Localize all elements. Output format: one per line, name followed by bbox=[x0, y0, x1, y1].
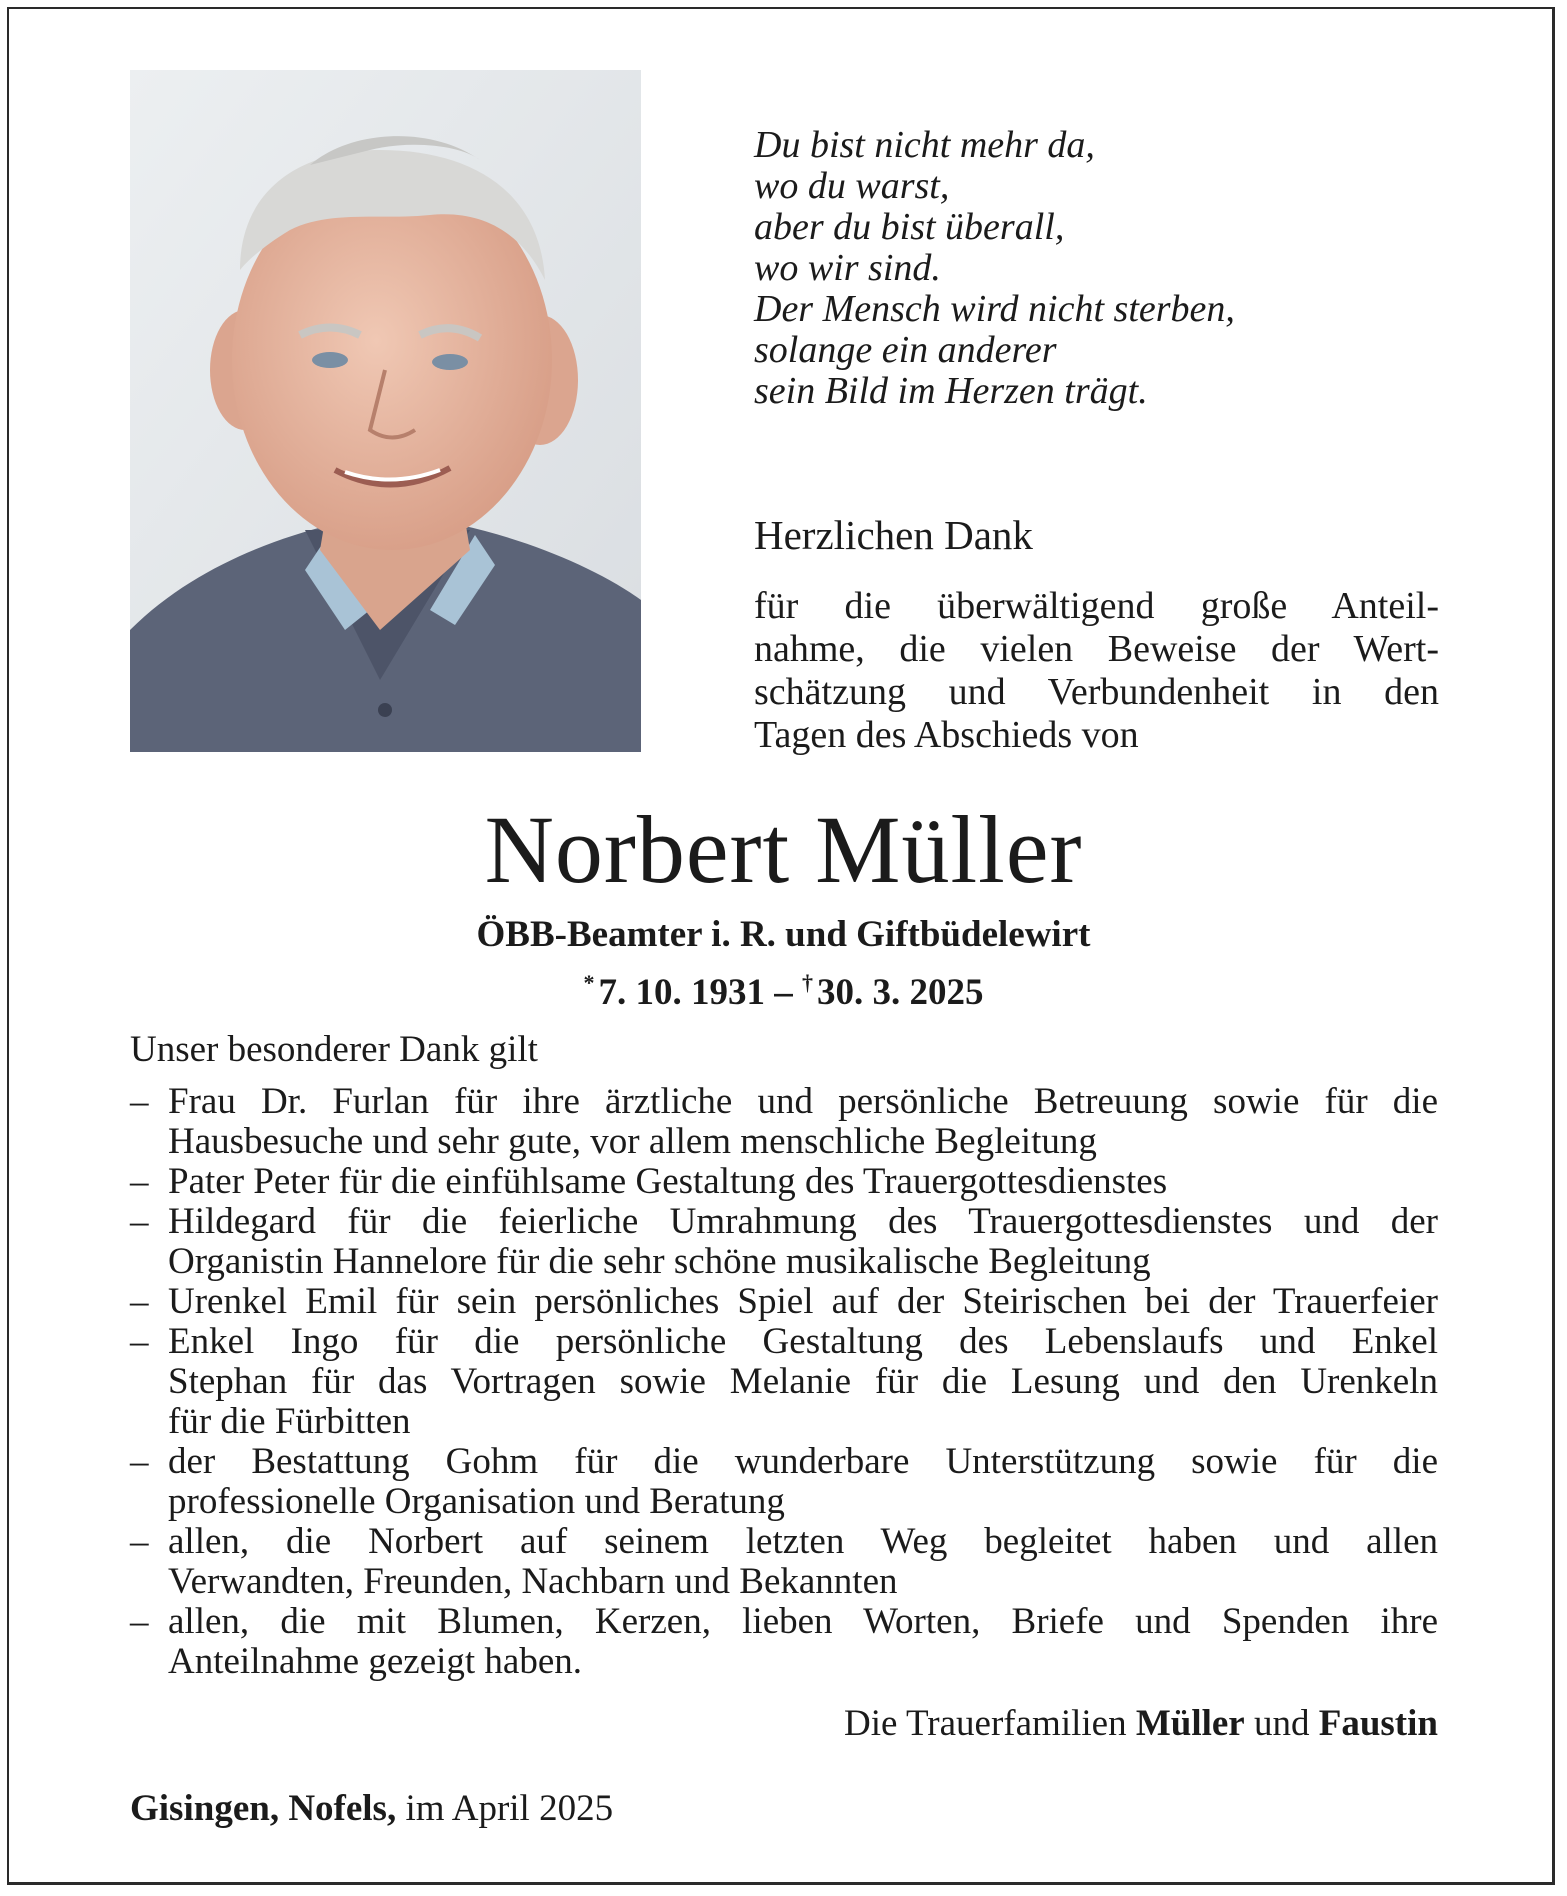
list-item bbox=[130, 1202, 1438, 1282]
list-dash: – bbox=[130, 1321, 149, 1362]
list-item-line: Verwandten, Freunden, Nachbarn und Bekannten bbox=[168, 1561, 898, 1602]
poem-line: sein Bild im Herzen trägt. bbox=[754, 370, 1148, 412]
signature bbox=[844, 1701, 1438, 1747]
list-item bbox=[130, 1162, 1438, 1202]
signature-prefix: Die Trauerfamilien bbox=[844, 1703, 1136, 1744]
list-dash: – bbox=[130, 1081, 149, 1122]
list-dash: – bbox=[130, 1521, 149, 1562]
list-dash: – bbox=[130, 1601, 149, 1642]
poem bbox=[754, 125, 1454, 412]
poem-line: Du bist nicht mehr da, bbox=[754, 124, 1095, 166]
list-item-line: Frau Dr. Furlan für ihre ärztliche und persönliche Betreuung sowie für die bbox=[168, 1081, 1438, 1122]
list-item bbox=[130, 1602, 1438, 1682]
list-item-line: allen, die mit Blumen, Kerzen, lieben Worten, Briefe und Spenden ihre bbox=[168, 1601, 1438, 1642]
list-item bbox=[130, 1082, 1438, 1162]
list-item-line: der Bestattung Gohm für die wunderbare Unterstützung sowie für die bbox=[168, 1441, 1438, 1482]
list-item-line: professionelle Organisation und Beratung bbox=[168, 1481, 785, 1522]
thanks-heading: Herzlichen Dank bbox=[754, 512, 1033, 558]
list-item-line: Organistin Hannelore für die sehr schöne musikalische Begleitung bbox=[168, 1241, 1151, 1282]
portrait-photo bbox=[130, 70, 641, 752]
thanks-intro-line: nahme, die vielen Beweise der Wert- bbox=[754, 628, 1439, 670]
list-item-line: Hausbesuche und sehr gute, vor allem menschliche Begleitung bbox=[168, 1121, 1097, 1162]
list-item-line: Urenkel Emil für sein persönliches Spiel auf der Steirischen bei der Trauerfeier bbox=[168, 1281, 1438, 1322]
list-item bbox=[130, 1322, 1438, 1442]
death-date: 30. 3. 2025 bbox=[817, 972, 984, 1013]
list-item-line: Hildegard für die feierliche Umrahmung des Trauergottesdienstes und der bbox=[168, 1201, 1438, 1242]
thanks-intro-line: Tagen des Abschieds von bbox=[754, 714, 1139, 756]
place-locations: Gisingen, Nofels, bbox=[130, 1788, 397, 1829]
place-date-text: im April 2025 bbox=[396, 1788, 614, 1829]
signature-conjunction: und bbox=[1244, 1703, 1319, 1744]
list-item-line: für die Fürbitten bbox=[168, 1401, 411, 1442]
list-item-line: allen, die Norbert auf seinem letzten Weg begleitet haben und allen bbox=[168, 1521, 1438, 1562]
thanks-intro-line: für die überwältigend große Anteil- bbox=[754, 585, 1439, 627]
life-dates bbox=[0, 960, 1567, 1016]
list-dash: – bbox=[130, 1441, 149, 1482]
poem-line: wo wir sind. bbox=[754, 247, 941, 289]
poem-line: wo du warst, bbox=[754, 165, 950, 207]
death-symbol: † bbox=[802, 970, 813, 995]
list-item-line: Stephan für das Vortragen sowie Melanie für die Lesung und den Urenkeln bbox=[168, 1361, 1438, 1402]
list-item bbox=[130, 1522, 1438, 1602]
place-date bbox=[130, 1786, 613, 1832]
deceased-name: Norbert Müller bbox=[484, 796, 1083, 903]
list-item bbox=[130, 1442, 1438, 1522]
thanks-intro-line: schätzung und Verbundenheit in den bbox=[754, 671, 1439, 713]
list-dash: – bbox=[130, 1281, 149, 1322]
special-thanks-list bbox=[130, 1082, 1438, 1682]
list-item-line: Anteilnahme gezeigt haben. bbox=[168, 1641, 583, 1682]
list-item-line: Pater Peter für die einfühlsame Gestaltung des Trauergottesdienstes bbox=[168, 1161, 1168, 1202]
family-name-2: Faustin bbox=[1318, 1703, 1438, 1744]
special-thanks-intro: Unser besonderer Dank gilt bbox=[130, 1029, 538, 1070]
family-name-1: Müller bbox=[1135, 1703, 1245, 1744]
list-dash: – bbox=[130, 1161, 149, 1202]
deceased-role: ÖBB-Beamter i. R. und Giftbüdelewirt bbox=[476, 914, 1091, 955]
birth-symbol: * bbox=[583, 970, 595, 995]
poem-line: Der Mensch wird nicht sterben, bbox=[754, 288, 1235, 330]
portrait-illustration bbox=[130, 70, 641, 752]
thanks-intro bbox=[754, 585, 1439, 757]
date-separator: – bbox=[765, 972, 802, 1013]
list-dash: – bbox=[130, 1201, 149, 1242]
poem-line: aber du bist überall, bbox=[754, 206, 1065, 248]
list-item bbox=[130, 1282, 1438, 1322]
poem-line: solange ein anderer bbox=[754, 329, 1057, 371]
birth-date: 7. 10. 1931 bbox=[598, 972, 765, 1013]
list-item-line: Enkel Ingo für die persönliche Gestaltung des Lebenslaufs und Enkel bbox=[168, 1321, 1438, 1362]
